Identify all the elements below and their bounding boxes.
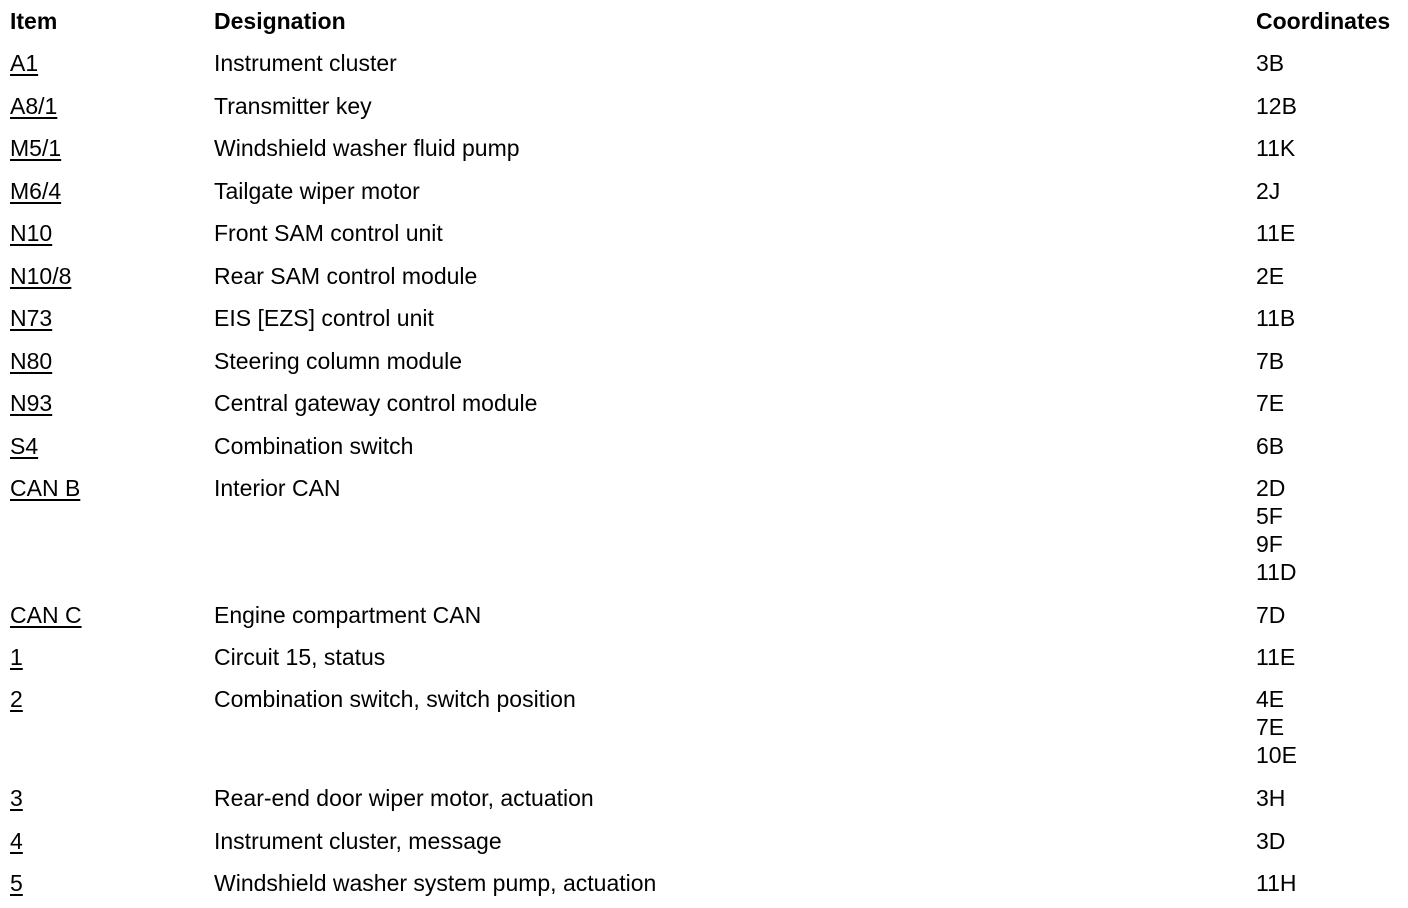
coordinate-value: 5F [1256, 503, 1283, 529]
coordinate-value: 3H [1256, 785, 1286, 811]
coordinates-cell [1256, 219, 1295, 247]
designation-text: Interior CAN [214, 475, 341, 501]
coordinate-value: 11B [1256, 305, 1296, 331]
coordinate-value: 3B [1256, 50, 1285, 76]
coordinate-value: 11E [1256, 220, 1296, 246]
header-item: Item [10, 8, 58, 34]
item-link[interactable]: N80 [10, 348, 53, 374]
designation-text: Windshield washer system pump, actuation [214, 870, 657, 896]
item-link[interactable]: 5 [10, 870, 23, 896]
coordinate-value: 3D [1256, 828, 1286, 854]
coordinate-value: 11K [1256, 135, 1296, 161]
designation-text: Rear-end door wiper motor, actuation [214, 785, 594, 811]
coordinate-value: 4E [1256, 686, 1285, 712]
coordinate-value: 7E [1256, 390, 1285, 416]
coordinate-value: 7D [1256, 602, 1286, 628]
item-link[interactable]: CAN C [10, 602, 82, 628]
coordinate-value: 12B [1256, 93, 1297, 119]
item-link[interactable]: N93 [10, 390, 53, 416]
coordinate-value: 11D [1256, 559, 1297, 585]
coordinate-value: 7B [1256, 348, 1285, 374]
coordinates-cell [1256, 685, 1297, 769]
coordinates-cell [1256, 134, 1295, 162]
coordinate-value: 7E [1256, 714, 1285, 740]
coordinates-cell [1256, 304, 1295, 332]
coordinates-cell [1256, 432, 1284, 460]
coordinate-value: 11E [1256, 644, 1296, 670]
coordinates-cell [1256, 827, 1285, 855]
coordinate-value: 2J [1256, 178, 1281, 204]
header-coordinates: Coordinates [1256, 8, 1391, 34]
coordinates-cell [1256, 347, 1284, 375]
item-link[interactable]: 1 [10, 644, 23, 670]
item-link[interactable]: S4 [10, 433, 39, 459]
coordinates-cell [1256, 643, 1295, 671]
designation-text: Engine compartment CAN [214, 602, 482, 628]
designation-text: Transmitter key [214, 93, 372, 119]
item-link[interactable]: N10/8 [10, 263, 72, 289]
item-link[interactable]: M6/4 [10, 178, 62, 204]
designation-text: Circuit 15, status [214, 644, 386, 670]
coordinates-cell [1256, 601, 1285, 629]
item-link[interactable]: N73 [10, 305, 53, 331]
coordinate-value: 2D [1256, 475, 1286, 501]
designation-text: Windshield washer fluid pump [214, 135, 520, 161]
coordinates-cell [1256, 869, 1297, 897]
header-designation: Designation [214, 8, 346, 34]
coordinate-value: 10E [1256, 742, 1297, 768]
item-link[interactable]: A1 [10, 50, 39, 76]
designation-text: Instrument cluster, message [214, 828, 502, 854]
item-link[interactable]: M5/1 [10, 135, 62, 161]
designation-text: Tailgate wiper motor [214, 178, 420, 204]
item-link[interactable]: 2 [10, 686, 23, 712]
designation-text: Combination switch [214, 433, 414, 459]
coordinates-cell [1256, 389, 1284, 417]
coordinate-value: 11H [1256, 870, 1297, 896]
designation-text: Instrument cluster [214, 50, 397, 76]
item-link[interactable]: 4 [10, 828, 23, 854]
coordinate-value: 2E [1256, 263, 1285, 289]
coordinates-cell [1256, 49, 1284, 77]
coordinates-cell [1256, 177, 1280, 205]
designation-text: Front SAM control unit [214, 220, 443, 246]
coordinate-value: 9F [1256, 531, 1283, 557]
designation-text: Rear SAM control module [214, 263, 478, 289]
coordinates-cell [1256, 92, 1297, 120]
designation-text: Steering column module [214, 348, 463, 374]
coordinates-cell [1256, 474, 1297, 586]
item-link[interactable]: CAN B [10, 475, 81, 501]
coordinate-value: 6B [1256, 433, 1285, 459]
designation-text: EIS [EZS] control unit [214, 305, 434, 331]
coordinates-cell [1256, 262, 1284, 290]
item-link[interactable]: 3 [10, 785, 23, 811]
designation-text: Combination switch, switch position [214, 686, 576, 712]
designation-text: Central gateway control module [214, 390, 538, 416]
item-link[interactable]: A8/1 [10, 93, 58, 119]
coordinates-cell [1256, 784, 1285, 812]
item-link[interactable]: N10 [10, 220, 53, 246]
